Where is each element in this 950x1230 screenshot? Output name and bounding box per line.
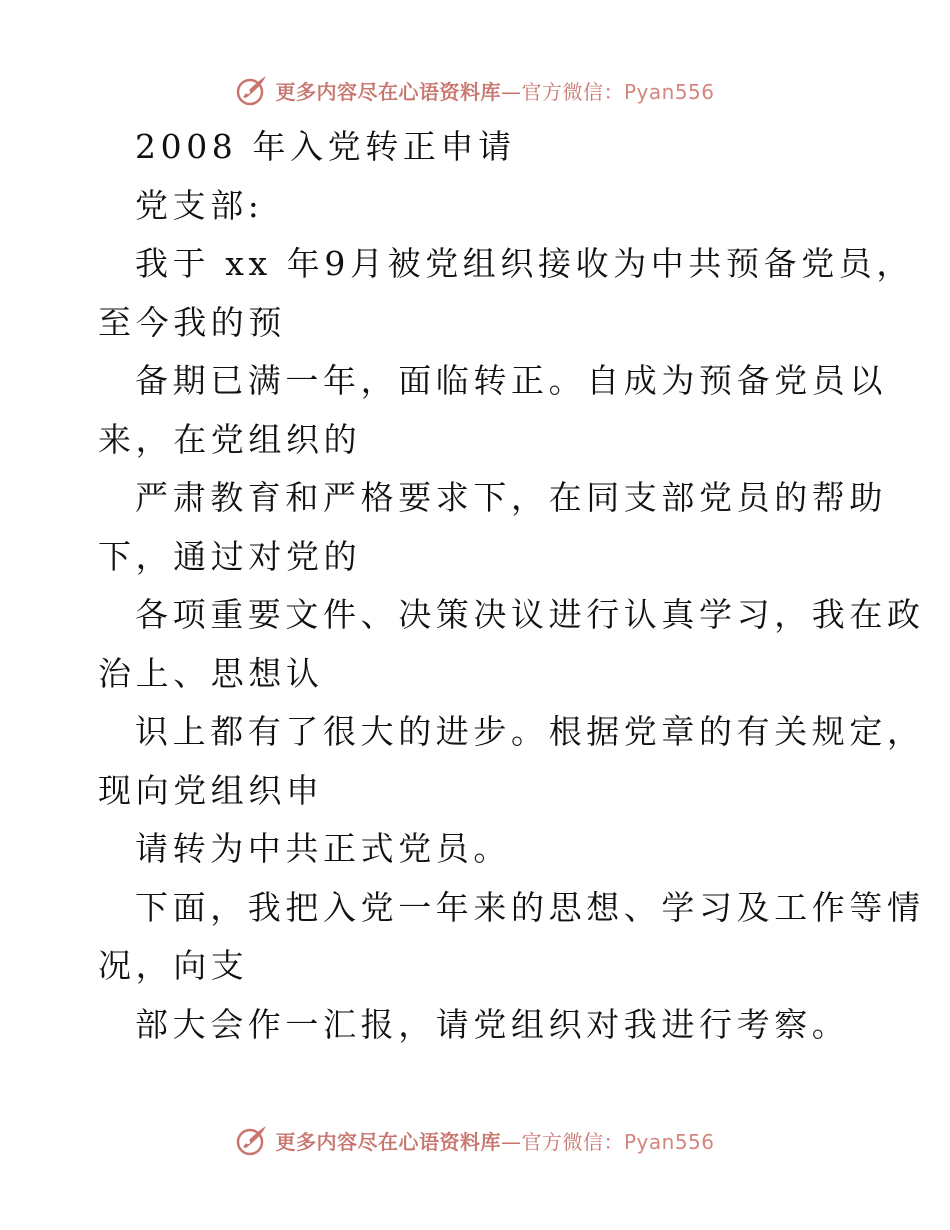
watermark-main-text: 更多内容尽在心语资料库: [275, 1129, 501, 1154]
paragraph-line: 我于 xx 年9月被党组织接收为中共预备党员，: [135, 244, 914, 283]
document-body: [98, 118, 925, 1054]
document-title: 2008 年入党转正申请: [135, 127, 516, 166]
paragraph-line: 严肃教育和严格要求下，在同支部党员的帮助: [135, 478, 887, 517]
paragraph-line: 治上、思想认: [98, 653, 324, 693]
quill-logo-icon: [235, 1123, 269, 1157]
paragraph-line: 下，通过对党的: [98, 536, 362, 576]
paragraph-line: 部大会作一汇报，请党组织对我进行考察。: [135, 1004, 850, 1044]
paragraph-line: 来，在党组织的: [98, 419, 362, 459]
watermark-suffix: 官方微信：: [521, 1129, 624, 1154]
watermark-text: [275, 1126, 714, 1155]
paragraph-line: 下面，我把入党一年来的思想、学习及工作等情: [135, 887, 925, 927]
paragraph-line: 现向党组织申: [98, 770, 324, 810]
watermark-separator: —: [500, 1129, 522, 1154]
header-watermark: [0, 70, 950, 110]
salutation: 党支部:: [135, 185, 264, 225]
watermark-wechat-id: Pyan556: [623, 1129, 715, 1154]
watermark-separator: —: [500, 79, 522, 104]
watermark-text: [275, 76, 714, 105]
paragraph-line: 备期已满一年，面临转正。自成为预备党员以: [135, 361, 887, 400]
footer-watermark: [0, 1120, 950, 1160]
paragraph-line: 请转为中共正式党员。: [135, 829, 511, 868]
watermark-main-text: 更多内容尽在心语资料库: [275, 79, 501, 104]
paragraph-line: 识上都有了很大的进步。根据党章的有关规定，: [135, 712, 925, 751]
paragraph-line: 况，向支: [98, 946, 249, 985]
watermark-suffix: 官方微信：: [521, 79, 624, 104]
watermark-wechat-id: Pyan556: [623, 79, 715, 104]
paragraph-line: 各项重要文件、决策决议进行认真学习，我在政: [135, 595, 925, 634]
paragraph-line: 至今我的预: [98, 302, 286, 342]
quill-logo-icon: [235, 73, 269, 107]
